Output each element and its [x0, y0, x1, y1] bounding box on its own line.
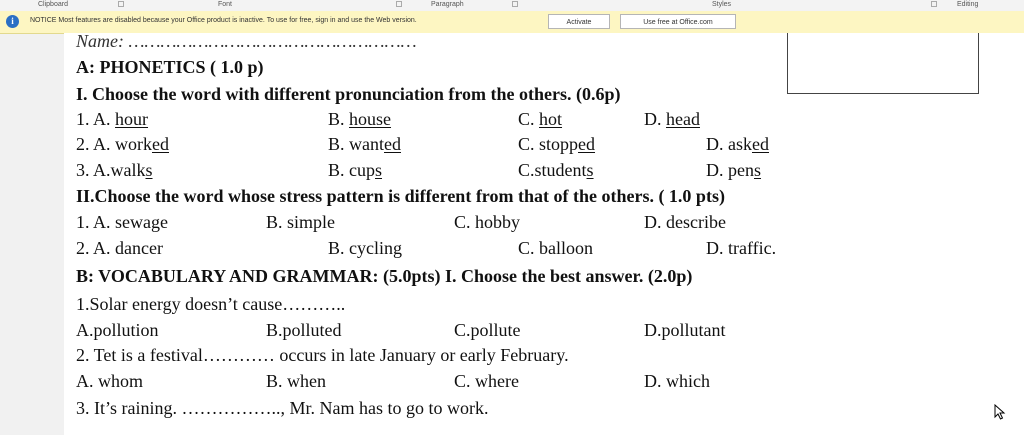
p1-q2-a: 2. A. worked: [76, 134, 169, 154]
p2-q2-a: 2. A. dancer: [76, 238, 163, 258]
ribbon-group-styles: Styles: [712, 1, 732, 8]
q1-option-c: C.pollute: [454, 320, 521, 340]
ribbon-group-paragraph: Paragraph: [431, 1, 464, 8]
name-line: Name: ………………………………………………: [76, 31, 417, 51]
p2-q1-a: 1. A. sewage: [76, 212, 168, 232]
part2-title: II.Choose the word whose stress pattern is different from that of the others. ( 1.0 pts): [76, 186, 725, 206]
question-2: 2. Tet is a festival………… occurs in late January or early February.: [76, 345, 569, 365]
ribbon-group-clipboard: Clipboard: [38, 1, 68, 8]
p1-q1-b: B. house: [328, 109, 392, 129]
score-box: [787, 33, 979, 94]
p2-q2-b: B. cycling: [328, 238, 402, 258]
q1-option-d: D.pollutant: [644, 320, 726, 340]
styles-launcher-icon[interactable]: [931, 1, 937, 7]
font-launcher-icon[interactable]: [396, 1, 402, 7]
p1-q3-c: C.students: [518, 160, 594, 180]
p1-q2-d: D. asked: [706, 134, 769, 154]
activate-button[interactable]: Activate: [548, 14, 610, 29]
p2-q1-b: B. simple: [266, 212, 336, 232]
p2-q2-c: C. balloon: [518, 238, 593, 258]
info-icon: i: [6, 15, 19, 28]
p1-q2-b: B. wanted: [328, 134, 401, 154]
ribbon-group-editing: Editing: [957, 1, 979, 8]
q2-option-d: D. which: [644, 371, 710, 391]
p2-q1-d: D. describe: [644, 212, 726, 232]
q1-option-b: B.polluted: [266, 320, 342, 340]
q1-option-a: A.pollution: [76, 320, 159, 340]
question-3: 3. It’s raining. …………….., Mr. Nam has to go to work.: [76, 398, 489, 418]
part1-title: I. Choose the word with different pronunciation from the others. (0.6p): [76, 84, 621, 104]
ribbon-group-font: Font: [218, 1, 233, 8]
p1-q2-c: C. stopped: [518, 134, 596, 154]
paragraph-launcher-icon[interactable]: [512, 1, 518, 7]
p1-q3-d: D. pens: [706, 160, 762, 180]
p1-q1-c: C. hot: [518, 109, 563, 129]
use-free-button[interactable]: Use free at Office.com: [620, 14, 736, 29]
p2-q2-d: D. traffic.: [706, 238, 777, 258]
question-1: 1.Solar energy doesn’t cause………..: [76, 294, 346, 314]
p1-q1-d: D. head: [644, 109, 700, 129]
q2-option-a: A. whom: [76, 371, 143, 391]
p2-q1-c: C. hobby: [454, 212, 521, 232]
section-a-title: A: PHONETICS ( 1.0 p): [76, 57, 264, 77]
q2-option-c: C. where: [454, 371, 519, 391]
mouse-pointer-icon: [994, 404, 1006, 420]
p1-q3-b: B. cups: [328, 160, 383, 180]
notice-message: NOTICE Most features are disabled because your Office product is inactive. To use for free, sign in and use the Web version.: [30, 17, 417, 24]
p1-q3-a: 3. A.walks: [76, 160, 153, 180]
clipboard-launcher-icon[interactable]: [118, 1, 124, 7]
section-b-title: B: VOCABULARY AND GRAMMAR: (5.0pts) I. Choose the best answer. (2.0p): [76, 266, 693, 286]
q2-option-b: B. when: [266, 371, 326, 391]
p1-q1-a: 1. A. hour: [76, 109, 149, 129]
